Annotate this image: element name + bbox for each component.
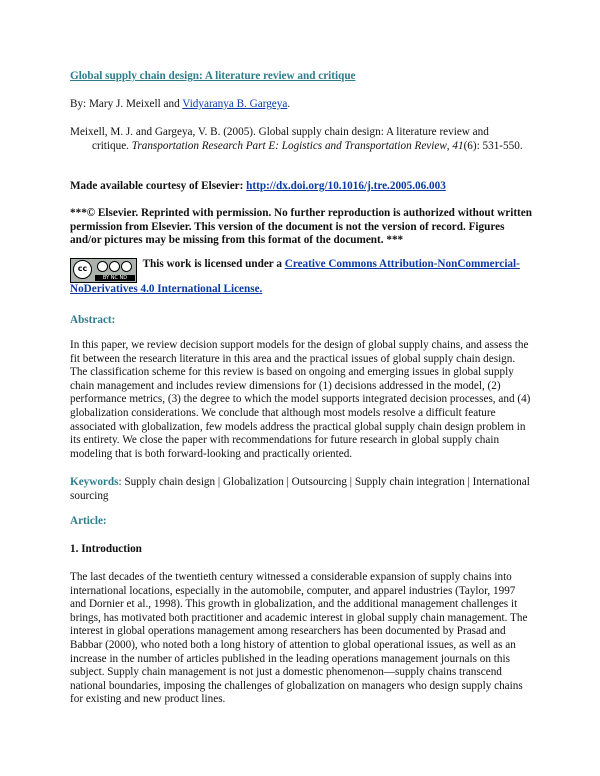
by-person-icon — [97, 261, 108, 272]
nd-equals-icon — [121, 261, 132, 272]
citation-line1: Meixell, M. J. and Gargeya, V. B. (2005). Global supply chain design: A literature review and — [70, 126, 489, 138]
citation-journal: Transportation Research Part E: Logistics and Transportation Review — [131, 139, 447, 152]
citation-pages: (6): 531-550. — [463, 139, 523, 152]
nc-dollar-icon — [109, 261, 120, 272]
doi-link[interactable]: http://dx.doi.org/10.1016/j.tre.2005.06.003 — [246, 180, 446, 192]
article-heading: Article: — [70, 515, 107, 527]
keywords-list: : Supply chain design | Globalization | Outsourcing | Supply chain integration | International sourcing — [70, 476, 530, 502]
intro-paragraph: The last decades of the twentieth century witnessed a considerable expansion of supply chains into international locations, especially in the automobile, computer, and apparel industries (Taylor, 1997 and Dornier et al., 1998). This growth in globalization, and the additional management challenges it brings, has motivated both practitioner and academic interest in global supply chain management. The interest in global operations management among researchers has been documented by Prasad and Babbar (2000), who noted both a long history of attention to global operational issues, as well as an increase in the number of articles published in the leading operations management journals on this subject. Supply chain management is not just a domestic phenomenon—supply chains transcend national boundaries, imposing the challenges of globalization on managers who design supply chains for existing and new product lines. — [70, 571, 528, 706]
cc-strip-label: BY NC ND — [95, 275, 135, 281]
section-heading: 1. Introduction — [70, 543, 142, 555]
abstract-text: In this paper, we review decision support models for the design of global supply chains, and assess the fit between the research literature in this area and the practical issues of global supply chain design. The classification scheme for this review is based on ongoing and emerging issues in global supply chain management and includes review dimensions for (1) decisions addressed in the model, (2) performance metrics, (3) the degree to which the model supports integrated decision processes, and (4) globalization considerations. We conclude that although most models resolve a difficult feature associated with globalization, few models address the practical global supply chain design problem in its entirety. We close the paper with recommendations for future research in global supply chain modeling that is both forward-looking and practically oriented. — [70, 339, 531, 460]
citation-volume: 41 — [452, 139, 464, 152]
cc-circle-icon: cc — [73, 260, 92, 279]
document-title[interactable]: Global supply chain design: A literature review and critique — [70, 70, 356, 82]
author-link[interactable]: Vidyaranya B. Gargeya — [182, 98, 288, 110]
citation-sep: , — [446, 139, 453, 152]
cc-license-badge-icon[interactable] — [70, 258, 137, 283]
keywords — [70, 476, 532, 503]
keywords-label: Keywords — [70, 476, 119, 488]
byline-period: . — [287, 98, 291, 110]
citation-title-end: critique. — [92, 139, 132, 152]
permission-notice: ***© Elsevier. Reprinted with permission. No further reproduction is authorized without written permission from Elsevier. This version of the document is not the version of record. Figures and/or pictures may be missing from this format of the document. *** — [70, 207, 532, 247]
byline — [70, 98, 532, 112]
abstract-heading: Abstract: — [70, 314, 116, 326]
courtesy-text: Made available courtesy of Elsevier: — [70, 180, 247, 192]
citation — [70, 126, 532, 153]
license-link[interactable]: Creative Commons Attribution-NonCommercial-NoDerivatives 4.0 International License. — [70, 258, 520, 295]
license-text: This work is licensed under a — [140, 258, 285, 270]
license-line — [70, 258, 532, 297]
courtesy-line — [70, 180, 532, 194]
citation-continuation — [70, 140, 532, 154]
byline-authors: By: Mary J. Meixell and — [70, 98, 183, 110]
